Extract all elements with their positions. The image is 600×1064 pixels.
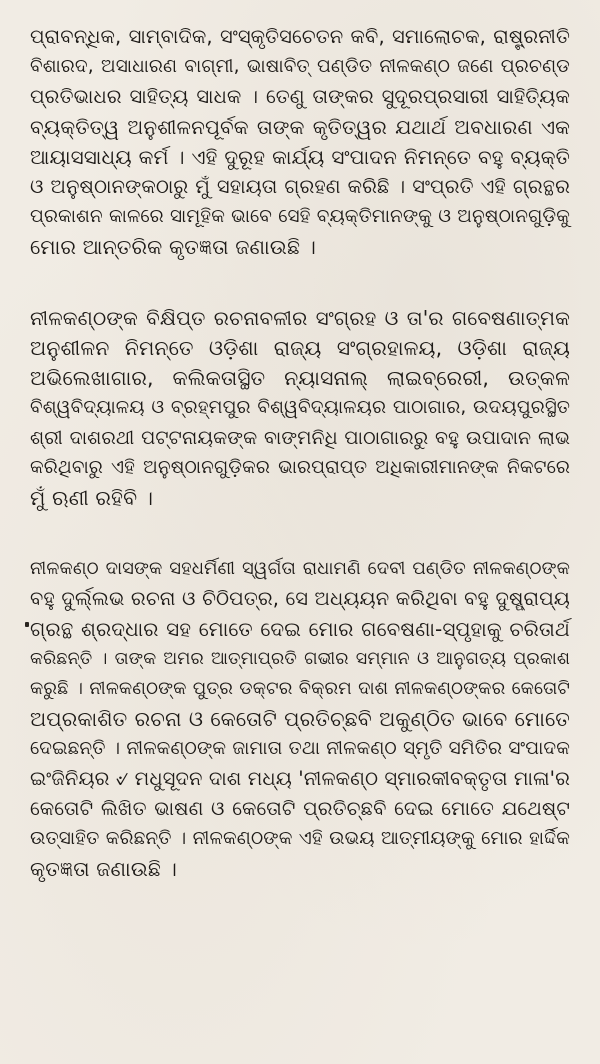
- paragraph-spacer: [30, 262, 570, 303]
- paragraph-institutions: [30, 303, 570, 513]
- text-line: କରିଥିବାରୁ ଏହି ଅନୁଷ୍ଠାନଗୁଡ଼ିକର ଭାରପ୍ରାପ୍ତ ଅଧିକାରୀମାନଙ୍କ ନିକଟରେ: [30, 457, 570, 478]
- text-line: କୃତଜ୍ଞତା ଜଣାଉଛି ।: [30, 857, 177, 881]
- text-line: ମୁଁ ଋଣୀ ରହିବି ।: [30, 486, 154, 510]
- text-line: ବହୁ ଦୁର୍ଲ୍ଲଭ ରଚନା ଓ ଚିଠିପତ୍ର, ସେ ଅଧ୍ୟୟନ କରିଥିବା ବହୁ ଦୁଷ୍ପ୍ରାପ୍ୟ: [30, 587, 570, 610]
- paragraph-family-thanks: [30, 554, 570, 884]
- text-line: ବିଶ୍ୱବିଦ୍ୟାଳୟ ଓ ବ୍ରହ୍ମପୁର ବିଶ୍ୱବିଦ୍ୟାଳୟର ପାଠାଗାର, ଉଦୟପୁରସ୍ଥିତ: [30, 397, 570, 418]
- text-line: ପ୍ରକାଶନ କାଳରେ ସାମୂହିକ ଭାବେ ସେହି ବ୍ୟକ୍ତିମାନଙ୍କୁ ଓ ଅନୁଷ୍ଠାନଗୁଡ଼ିକୁ: [30, 206, 570, 227]
- text-line: ନୀଳକଣ୍ଠଙ୍କ ବିକ୍ଷିପ୍ତ ରଚନାବଳୀର ସଂଗ୍ରହ ଓ ତା'ର ଗବେଷଣାତ୍ମକ: [30, 306, 570, 330]
- text-line: ବ୍ୟକ୍ତିତ୍ୱ ଅନୁଶୀଳନପୂର୍ବକ ତାଙ୍କ କୃତିତ୍ୱର ଯଥାର୍ଥ ଅବଧାରଣ ଏକ: [30, 115, 570, 139]
- text-line: ବିଶାରଦ, ଅସାଧାରଣ ବାଗ୍ମୀ, ଭାଷାବିତ୍ ପଣ୍ଡିତ ନୀଳକଣ୍ଠ ଜଣେ ପ୍ରଚଣ୍ଡ: [30, 56, 570, 77]
- text-line: ଦେଇଛନ୍ତି । ନୀଳକଣ୍ଠଙ୍କ ଜାମାତା ତଥା ନୀଳକଣ୍ଠ ସ୍ମୃତି ସମିତିର ସଂପାଦକ: [30, 738, 570, 759]
- text-line: ଉତ୍ସାହିତ କରିଛନ୍ତି । ନୀଳକଣ୍ଠଙ୍କ ଏହି ଉଭୟ ଆତ୍ମୀୟଙ୍କୁ ମୋର ହାର୍ଦ୍ଦିକ: [30, 828, 570, 849]
- text-line: ପ୍ରାବନ୍ଧିକ, ସାମ୍ବାଦିକ, ସଂସ୍କୃତିସଚେତନ କବି, ସମାଲୋଚକ, ରାଷ୍ଟ୍ରନୀତି: [30, 25, 570, 48]
- text-line: କରିଛନ୍ତି । ତାଙ୍କ ଅମର ଆତ୍ମାପ୍ରତି ଗଭୀର ସମ୍ମାନ ଓ ଆନୁଗତ୍ୟ ପ୍ରକାଶ: [30, 649, 570, 669]
- text-line: ଓ ଅନୁଷ୍ଠାନଙ୍କଠାରୁ ମୁଁ ସହାୟତା ଗ୍ରହଣ କରିଛି । ସଂପ୍ରତି ଏହି ଗ୍ରନ୍ଥର: [30, 175, 570, 198]
- text-line: ଅଭିଲେଖାଗାର, କଲିକତାସ୍ଥିତ ନ୍ୟାସନାଲ୍ ଲାଇବ୍ରେରୀ, ଉତ୍କଳ: [30, 366, 570, 390]
- text-line: ମୋର ଆନ୍ତରିକ କୃତଜ୍ଞତା ଜଣାଉଛି ।: [30, 235, 316, 259]
- text-line: ଶ୍ରୀ ଦାଶରଥୀ ପଟ୍ଟନାୟକଙ୍କ ବାଙ୍ମନିଧି ପାଠାଗାରରୁ ବହୁ ଉପାଦାନ ଲାଭ: [30, 427, 570, 449]
- text-line: କରୁଛି । ନୀଳକଣ୍ଠଙ୍କ ପୁତ୍ର ଡକ୍ଟର ବିକ୍ରମ ଦାଶ ନୀଳକଣ୍ଠଙ୍କର କେତୋଟି: [30, 678, 570, 699]
- ink-speck: [25, 622, 29, 627]
- paragraph-acknowledgement-intro: [30, 22, 570, 262]
- text-line: ଗ୍ରନ୍ଥ ଶ୍ରଦ୍ଧାର ସହ ମୋତେ ଦେଇ ମୋର ଗବେଷଣା-ସ୍ପୃହାକୁ ଚରିତାର୍ଥ: [30, 617, 570, 641]
- paragraph-spacer: [30, 513, 570, 554]
- text-line: ଆୟାସସାଧ୍ୟ କର୍ମ । ଏହି ଦୁରୂହ କାର୍ଯ୍ୟ ସଂପାଦନ ନିମନ୍ତେ ବହୁ ବ୍ୟକ୍ତି: [30, 145, 570, 169]
- text-line: ଇଂଜିନିୟର ୰ ମଧୁସୂଦନ ଦାଶ ମଧ୍ୟ 'ନୀଳକଣ୍ଠ ସ୍ମାରକୀବକ୍ତୃତା ମାଳା'ର: [30, 767, 570, 790]
- text-line: ନୀଳକଣ୍ଠ ଦାସଙ୍କ ସହଧର୍ମିଣୀ ସ୍ୱର୍ଗତା ରାଧାମଣି ଦେବୀ ପଣ୍ଡିତ ନୀଳକଣ୍ଠଙ୍କ: [30, 558, 570, 579]
- text-line: ଅପ୍ରକାଶିତ ରଚନା ଓ କେତୋଟି ପ୍ରତିଚ୍ଛବି ଅକୁଣ୍ଠିତ ଭାବେ ମୋତେ: [30, 707, 570, 731]
- text-line: ପ୍ରତିଭାଧର ସାହିତ୍ୟ ସାଧକ । ତେଣୁ ତାଙ୍କର ସୁଦୂରପ୍ରସାରୀ ସାହିତ୍ୟିକ: [30, 85, 570, 108]
- text-line: କେତୋଟି ଲିଖିତ ଭାଷଣ ଓ କେତୋଟି ପ୍ରତିଚ୍ଛବି ଦେଇ ମୋତେ ଯଥେଷ୍ଟ: [30, 797, 570, 820]
- text-line: ଅନୁଶୀଳନ ନିମନ୍ତେ ଓଡ଼ିଶା ରାଜ୍ୟ ସଂଗ୍ରହାଳୟ, ଓଡ଼ିଶା ରାଜ୍ୟ: [30, 336, 570, 360]
